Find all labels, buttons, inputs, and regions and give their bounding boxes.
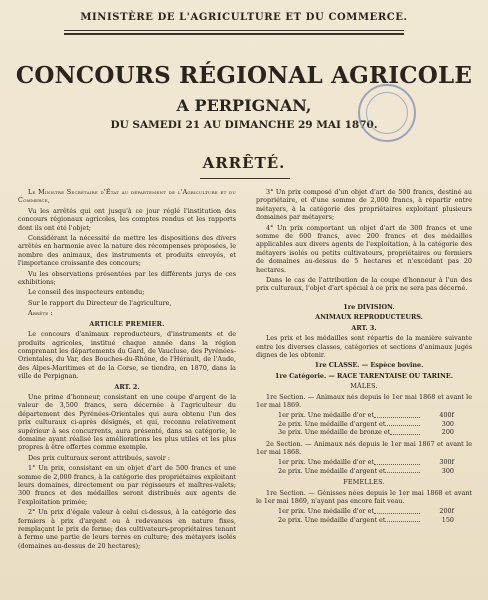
paragraph: Le conseil des inspecteurs entendu; [28, 288, 145, 297]
prize-label: 1er prix. Une médaille d'or et [278, 458, 374, 467]
prize-value: 200f [439, 507, 454, 516]
heading-divider [200, 178, 290, 179]
paragraph: 3° Un prix composé d'un objet d'art de 500 francs, destiné au propriétaire, et d'une somme de 2,000 francs, à répartir entre métayers, à la catégorie des propriétaires exploitant plusieurs domaines par métayers; [256, 188, 472, 222]
section-line: 2e Section. — Animaux nés depuis le 1er mai 1867 et avant le 1er mai 1868. [256, 439, 472, 456]
prize-value: 200 [441, 428, 454, 437]
dot-leader [390, 428, 420, 434]
paragraph: 2° Un prix d'égale valeur à celui ci-dessus, à la catégorie des fermiers à prix d'argent ou à redevances en nature fixes, remplaçant le prix de ferme; des cultivateurs-propriétaires tenant à ferme une partie de leurs terres en culture; des métayers isolés (domaines au-dessus de 20 hectares); [18, 508, 236, 550]
paragraph: Les prix et les médailles sont répartis de la manière suivante entre les diverses classes, catégories et sections d'animaux jugés dignes de les obtenir. [256, 334, 472, 359]
prize-label: 2e prix. Une médaille d'argent et [278, 419, 386, 428]
dot-leader [374, 458, 420, 464]
paragraph: Le concours d'animaux reproducteurs, d'instruments et de produits agricoles, institué chaque année dans la région comprenant les départements du Gard, de Vaucluse, des Pyrénées-Orientales, du Var, des Bouches-du-Rhône, de l'Hérault, de l'Aude, des Alpes-Maritimes et de la Corse, se tiendra, en 1870, dans la ville de Perpignan. [18, 330, 236, 381]
arrete-line: Arrête : [28, 309, 53, 318]
paragraph: Considérant la nécessité de mettre les dispositions des divers arrêtés en harmonie avec la nature des récompenses proposées, le nombre des animaux, des instruments et produits envoyés, et l'importance croissante des concours; [18, 234, 236, 268]
document-title: CONCOURS RÉGIONAL AGRICOLE [15, 62, 473, 89]
prize-label: 3e prix. Une médaille de bronze et [278, 428, 391, 437]
prize-list [256, 411, 472, 436]
prize-label: 1er prix. Une médaille d'or et [278, 507, 374, 516]
header-rule-thick [64, 33, 404, 35]
prize-value: 400f [439, 411, 454, 420]
arrete-heading: ARRÊTÉ. [202, 154, 286, 172]
paragraph: 4° Un prix comportant un objet d'art de 300 francs et une somme de 600 francs, avec 200 francs et des médailles applicables aux divers agents de l'exploitation, à la catégorie des métayers isolés ou petits cultivateurs, propriétaires ou fermiers de domaines au-dessus de 5 hectares et n'excédant pas 20 hectares. [256, 223, 472, 274]
article-heading: ARTICLE PREMIER. [89, 319, 165, 328]
prize-label: 2e prix. Une médaille d'argent et [278, 466, 386, 475]
intro-paragraph: Le Ministre Secrétaire d'État au département de l'Agriculture et du Commerce, [18, 188, 236, 205]
event-dates: DU SAMEDI 21 AU DIMANCHE 29 MAI 1870. [110, 119, 378, 131]
prize-label: 1er prix. Une médaille d'or et [278, 411, 374, 420]
dot-leader [374, 507, 420, 513]
paragraph: Une prime d'honneur, consistant en une coupe d'argent de la valeur de 3,500 francs, sera décernée à l'agriculteur du département des Pyrénées-Orientales qui aura obtenu l'un des prix culturaux ci-après désignés, et qui, reconnu relativement supérieur à ses concurrents, aura présenté, dans sa catégorie, le domaine ayant réalisé les améliorations les plus utiles et les plus propres à être offertes comme exemple. [18, 392, 236, 452]
prize-value: 150 [441, 515, 454, 524]
prize-list [256, 507, 472, 524]
dot-leader [385, 420, 420, 426]
paragraph: Des prix culturaux seront attribués, savoir : [28, 453, 170, 462]
sex-heading: MÂLES. [350, 382, 378, 391]
header-rule [64, 30, 404, 31]
dot-leader [385, 516, 420, 522]
division-subheading: ANIMAUX REPRODUCTEURS. [315, 313, 423, 322]
prize-row [256, 467, 472, 475]
article-heading: ART. 2. [114, 382, 140, 391]
prize-row [256, 411, 472, 419]
prize-row [256, 420, 472, 428]
paragraph: Sur le rapport du Directeur de l'agriculture, [28, 298, 172, 307]
section-line: 1re Section. — Animaux nés depuis le 1er mai 1868 et avant le 1er mai 1869. [256, 392, 472, 409]
paragraph: 1° Un prix, consistant en un objet d'art de 500 francs et une somme de 2,000 francs, à la catégorie des propriétaires exploitant leurs domaines, directement ou par régisseurs et maîtres-valets; 300 francs et des médailles seront distribués aux agents de l'exploitation primée; [18, 464, 236, 506]
document-subtitle: A PERPIGNAN, [176, 96, 312, 115]
dot-leader [374, 411, 420, 417]
ink-stamp [358, 84, 416, 142]
sex-heading: FEMELLES. [343, 478, 385, 487]
paragraph: Vu les arrêtés qui ont jusqu'à ce jour réglé l'institution des concours régionaux agricoles, les comptes rendus et les rapports dont ils ont été l'objet; [18, 206, 236, 232]
prize-row [256, 516, 472, 524]
article-heading: ART. 3. [351, 323, 377, 332]
division-heading: 1re DIVISION. [343, 302, 395, 311]
paragraph: Vu les observations présentées par les différents jurys de ces exhibitions; [18, 269, 236, 287]
right-column [256, 188, 472, 524]
prize-label: 2e prix. Une médaille d'argent et [278, 515, 386, 524]
paragraph: Dans le cas de l'attribution de la coupe d'honneur à l'un des prix culturaux, l'objet d'art spécial à ce prix ne sera pas décerné. [256, 276, 472, 293]
category-heading: 1re Catégorie. — RACE TARENTAISE OU TARINE. [275, 371, 453, 380]
dot-leader [385, 467, 420, 473]
prize-value: 300 [441, 419, 454, 428]
left-column [18, 188, 236, 552]
ministry-header: MINISTÈRE DE L'AGRICULTURE ET DU COMMERCE. [80, 12, 408, 23]
prize-row [256, 458, 472, 466]
prize-list [256, 458, 472, 475]
prize-value: 300f [439, 458, 454, 467]
section-line: 1re Section. — Génisses nées depuis le 1er mai 1868 et avant le 1er mai 1869, n'ayant pas encore fait veau. [256, 488, 472, 505]
class-heading: 1re CLASSE. — Espèce bovine. [314, 361, 424, 370]
prize-row [256, 428, 472, 436]
prize-row [256, 507, 472, 515]
prize-value: 300 [441, 466, 454, 475]
